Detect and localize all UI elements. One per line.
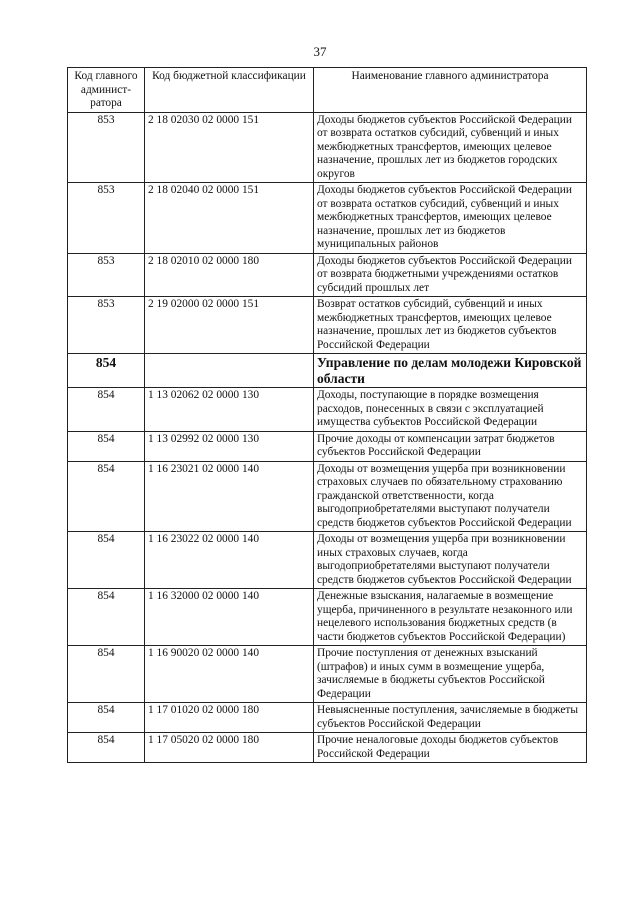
table-row [68, 703, 587, 733]
admin-code-cell: 854 [68, 646, 145, 703]
budget-code-cell: 2 19 02000 02 0000 151 [145, 297, 314, 354]
admin-name-cell: Прочие неналоговые доходы бюджетов субъектов Российской Федерации [314, 733, 587, 763]
admin-code-cell: 854 [68, 388, 145, 432]
budget-code-cell: 1 16 23021 02 0000 140 [145, 461, 314, 532]
table-row [68, 297, 587, 354]
budget-code-cell: 2 18 02010 02 0000 180 [145, 253, 314, 297]
table-row [68, 532, 587, 589]
admin-name-cell: Денежные взыскания, налагаемые в возмещение ущерба, причиненного в результате незаконного или нецелевого использования бюджетных средств (в части бюджетов субъектов Российской Федерации) [314, 589, 587, 646]
table-row [68, 646, 587, 703]
table-body [68, 112, 587, 763]
admin-name-cell: Управление по делам молодежи Кировской области [314, 354, 587, 388]
table-header [68, 68, 587, 113]
admin-name-cell: Доходы, поступающие в порядке возмещения расходов, понесенных в связи с эксплуатацией имущества субъектов Российской Федерации [314, 388, 587, 432]
table-row [68, 461, 587, 532]
admin-name-cell: Доходы бюджетов субъектов Российской Федерации от возврата остатков субсидий, субвенций и иных межбюджетных трансфертов, имеющих целевое назначение, прошлых лет из бюджетов городских округов [314, 112, 587, 183]
table-row [68, 388, 587, 432]
table-row [68, 589, 587, 646]
budget-code-cell: 1 16 90020 02 0000 140 [145, 646, 314, 703]
admin-name-cell: Возврат остатков субсидий, субвенций и иных межбюджетных трансфертов, имеющих целевое назначение, прошлых лет из бюджетов субъектов Российской Федерации [314, 297, 587, 354]
admin-code-cell: 854 [68, 354, 145, 388]
admin-name-cell: Прочие поступления от денежных взысканий (штрафов) и иных сумм в возмещение ущерба, зачисляемые в бюджеты субъектов Российской Федерации [314, 646, 587, 703]
admin-name-cell: Доходы от возмещения ущерба при возникновении страховых случаев по обязательному страхованию гражданской ответственности, когда выгодоприобретателями выступают получатели средств бюджетов субъектов Российской Федерации [314, 461, 587, 532]
admin-name-cell: Доходы бюджетов субъектов Российской Федерации от возврата бюджетными учреждениями остатков субсидий прошлых лет [314, 253, 587, 297]
table-row [68, 253, 587, 297]
budget-code-cell: 1 16 32000 02 0000 140 [145, 589, 314, 646]
budget-code-table [67, 67, 587, 763]
budget-code-cell: 1 17 05020 02 0000 180 [145, 733, 314, 763]
budget-code-cell: 1 17 01020 02 0000 180 [145, 703, 314, 733]
admin-name-cell: Невыясненные поступления, зачисляемые в бюджеты субъектов Российской Федерации [314, 703, 587, 733]
admin-code-cell: 854 [68, 703, 145, 733]
admin-code-cell: 853 [68, 297, 145, 354]
admin-code-cell: 853 [68, 253, 145, 297]
table-row [68, 112, 587, 183]
budget-code-cell: 2 18 02030 02 0000 151 [145, 112, 314, 183]
budget-code-cell: 1 16 23022 02 0000 140 [145, 532, 314, 589]
budget-code-cell: 2 18 02040 02 0000 151 [145, 183, 314, 254]
table-row [68, 733, 587, 763]
header-row [68, 68, 587, 113]
admin-code-cell: 854 [68, 461, 145, 532]
section-header-row [68, 354, 587, 388]
budget-code-cell: 1 13 02062 02 0000 130 [145, 388, 314, 432]
admin-name-cell: Доходы от возмещения ущерба при возникновении иных страховых случаев, когда выгодоприобретателями выступают получатели средств бюджетов субъектов Российской Федерации [314, 532, 587, 589]
admin-code-cell: 854 [68, 733, 145, 763]
admin-code-cell: 854 [68, 589, 145, 646]
budget-code-cell: 1 13 02992 02 0000 130 [145, 431, 314, 461]
admin-name-cell: Прочие доходы от компенсации затрат бюджетов субъектов Российской Федерации [314, 431, 587, 461]
admin-code-cell: 853 [68, 183, 145, 254]
header-budget-code: Код бюджетной классификации [145, 68, 314, 113]
admin-name-cell: Доходы бюджетов субъектов Российской Федерации от возврата остатков субсидий, субвенций и иных межбюджетных трансфертов, имеющих целевое назначение, прошлых лет из бюджетов муниципальных районов [314, 183, 587, 254]
admin-code-cell: 853 [68, 112, 145, 183]
table-row [68, 431, 587, 461]
header-admin-name: Наименование главного администратора [314, 68, 587, 113]
admin-code-cell: 854 [68, 532, 145, 589]
budget-code-cell [145, 354, 314, 388]
table-row [68, 183, 587, 254]
page-number: 37 [313, 44, 327, 59]
admin-code-cell: 854 [68, 431, 145, 461]
header-admin-code: Код главного админист-ратора [68, 68, 145, 113]
